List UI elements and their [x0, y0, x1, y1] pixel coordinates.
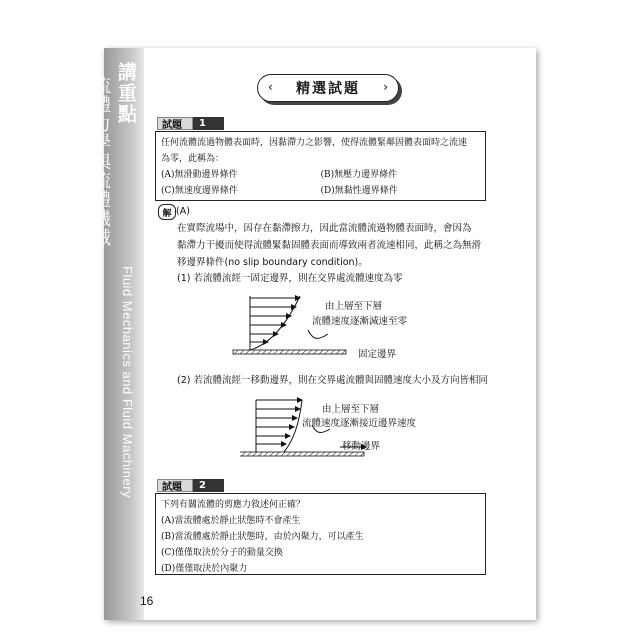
section-banner: [257, 74, 399, 102]
solution-paragraph-1: 在實際流場中，因存在黏滯擦力，因此當流體流過物體表面時，會因為: [177, 223, 472, 234]
question-label-text: 試題: [157, 479, 193, 492]
option-a: (A)無滑動邊界條件: [161, 170, 238, 180]
question-2-box: [155, 493, 486, 575]
solution-case-2: (2) 若流體流經一移動邊界，則在交界處流體與固體速度大小及方向皆相同: [177, 375, 488, 386]
solution-paragraph-3: 移邊界條件(no slip boundary condition)。: [177, 257, 368, 268]
option-d: (D)僅僅取決於內聚力: [161, 564, 248, 574]
question-1-line1: 任何流體流過物體表面時，因黏滯力之影響，使得流體緊鄰固體表面時之流速: [161, 138, 468, 148]
solution-paragraph-2: 黏滯力干擾而使得流體緊黏固體表面而導致兩者流速相同，此稱之為無滑: [177, 240, 482, 251]
option-b: (B)當流體處於靜止狀態時，由於內聚力，可以產生: [161, 532, 364, 542]
chevron-right-icon: ›: [383, 80, 388, 94]
diagram-2-mid-label: 流體速度逐漸接近邊界速度: [302, 418, 417, 429]
diagram-1-top-label: 由上層至下層: [325, 301, 383, 312]
question-number: 1: [193, 117, 224, 130]
question-1-line2: 為零，此稱為：: [161, 154, 225, 164]
option-c: (C)無速度邊界條件: [161, 186, 238, 196]
diagram-1-wall-label: 固定邊界: [358, 349, 397, 360]
side-subtitle: 流體力學與流體機械: [90, 76, 111, 247]
question-label-text: 試題: [157, 117, 193, 130]
page-number: 16: [140, 594, 154, 608]
diagram-2-top-label: 由上層至下層: [322, 404, 380, 415]
diagram-1-mid-label: 流體速度逐漸減速至零: [312, 316, 408, 327]
option-d: (D)無黏性邊界條件: [320, 186, 398, 196]
diagram-2-wall-label: 移動邊界: [342, 441, 381, 452]
option-a: (A)當流體處於靜止狀態時不會產生: [161, 516, 301, 526]
question-number: 2: [193, 479, 224, 492]
option-b: (B)無壓力邊界條件: [320, 170, 398, 180]
question-1-label: [157, 117, 224, 130]
question-1-box: [155, 131, 486, 201]
side-subtitle-en: Fluid Mechanics and Fluid Machinery: [120, 266, 135, 499]
question-1-options: [161, 167, 480, 199]
chevron-left-icon: ‹: [268, 80, 273, 94]
side-title: 講重點: [115, 62, 137, 125]
question-2-label: [157, 479, 224, 492]
solution-answer: (A): [176, 206, 190, 217]
option-c: (C)僅僅取決於分子的動量交換: [161, 548, 283, 558]
solution-icon: 解: [158, 204, 176, 220]
question-2-line1: 下列有關流體的剪應力敘述何正確？: [161, 500, 306, 510]
solution-case-1: (1) 若流體流經一固定邊界，則在交界處流體速度為零: [177, 273, 403, 284]
side-text: [90, 62, 140, 247]
banner-title: 精選試題: [296, 81, 360, 97]
